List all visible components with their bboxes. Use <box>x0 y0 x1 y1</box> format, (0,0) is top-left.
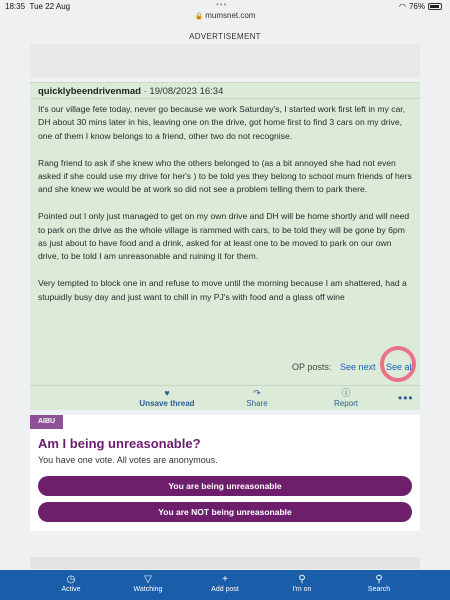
poll-title: Am I being unreasonable? <box>38 436 201 451</box>
tab-search[interactable] <box>349 574 409 593</box>
post-actions <box>30 385 420 411</box>
tab-label: Add post <box>211 586 239 593</box>
report-label: Report <box>333 399 358 408</box>
unsave-label: Unsave thread <box>139 399 195 408</box>
post-timestamp: 19/08/2023 16:34 <box>149 86 224 97</box>
search-icon: ⚲ <box>375 574 383 585</box>
post-paragraph: Pointed out I only just managed to get on my own drive and DH will be home shortly and will need to park on the drive as the whole village is rammed with cars, to be told they will be gone by 6pm as just about to have food and a drink, asked for at least one to be moved to park on our own drive, to be told I am unreasonable and ruining it for them. <box>38 211 410 262</box>
see-all-link[interactable]: See all <box>386 362 414 372</box>
plus-icon: + <box>222 574 228 585</box>
advertisement-slot[interactable] <box>30 44 420 78</box>
post-username[interactable]: quicklybeendrivenmad <box>38 86 141 97</box>
status-time: 18:35 Tue 22 Aug <box>5 2 71 11</box>
share-button[interactable] <box>235 388 279 408</box>
post-header: quicklybeendrivenmad · 19/08/2023 16:34 <box>38 86 224 97</box>
tab-watching[interactable] <box>118 574 178 593</box>
heart-icon: ♥ <box>164 388 170 398</box>
post-body <box>38 103 414 317</box>
battery-icon <box>428 3 442 10</box>
tab-label: Active <box>61 586 81 593</box>
post-paragraph: Rang friend to ask if she knew who the others belonged to (as a bit annoyed she had not even asked if she could use my drive for her's ) to be told yes they belong to school mum friends of hers and she knew we would be at work so did not see a problem telling them to park there. <box>38 157 412 195</box>
vote-unreasonable-button[interactable]: You are being unreasonable <box>38 476 412 496</box>
poll-subtitle: You have one vote. All votes are anonymous. <box>38 455 218 465</box>
aibu-badge: AIBU <box>30 415 63 429</box>
bottom-tab-bar <box>0 570 450 600</box>
tab-im-on[interactable] <box>272 574 332 593</box>
filter-icon: ▽ <box>144 574 152 585</box>
tab-active[interactable] <box>41 574 101 593</box>
address-bar[interactable] <box>0 11 450 20</box>
tab-add-post[interactable] <box>195 574 255 593</box>
lock-icon: 🔒 <box>194 13 204 20</box>
post-paragraph: Very tempted to block one in and refuse to move until the morning because I am shattered, had a stupuidly busy day and just want to chill in my PJ's with food and a glass off wine <box>38 278 407 302</box>
battery-percent: 76% <box>408 2 425 11</box>
tab-label: I'm on <box>292 586 312 593</box>
clock-icon: ◷ <box>66 574 76 585</box>
next-content-card <box>30 557 420 569</box>
unsave-thread-button[interactable] <box>135 388 199 408</box>
vote-not-unreasonable-button[interactable]: You are NOT being unreasonable <box>38 502 412 522</box>
tab-label: Watching <box>133 586 163 593</box>
post-paragraph: It's our village fete today, never go because we work Saturday's, I started work first left in my car, DH about 30 mins later in his, leaving one on the drive, got home first to find 3 cars on my drive, one of them I know belongs to a friend, other two do not recognise. <box>38 104 406 141</box>
pin-icon: ⚲ <box>298 574 306 585</box>
advertisement-label: ADVERTISEMENT <box>189 32 261 41</box>
aibu-poll <box>30 415 420 531</box>
battery-indicator <box>399 2 442 11</box>
report-button[interactable] <box>324 388 368 408</box>
wifi-icon: ◠ <box>399 2 406 11</box>
share-arrow-icon: ↷ <box>253 388 261 398</box>
hand-drawn-circle-annotation <box>380 346 416 382</box>
op-posts-label: OP posts: <box>292 362 332 372</box>
see-next-link[interactable]: See next <box>340 362 376 372</box>
more-options-icon[interactable]: ••• <box>398 391 414 405</box>
info-circle-icon: ⓘ <box>341 388 351 398</box>
status-bar <box>0 0 450 20</box>
share-label: Share <box>246 399 268 408</box>
tab-label: Search <box>367 586 391 593</box>
divider <box>30 98 420 99</box>
tab-dots[interactable]: ••• <box>216 0 228 9</box>
url-text: mumsnet.com <box>205 11 256 20</box>
original-post <box>30 82 420 410</box>
